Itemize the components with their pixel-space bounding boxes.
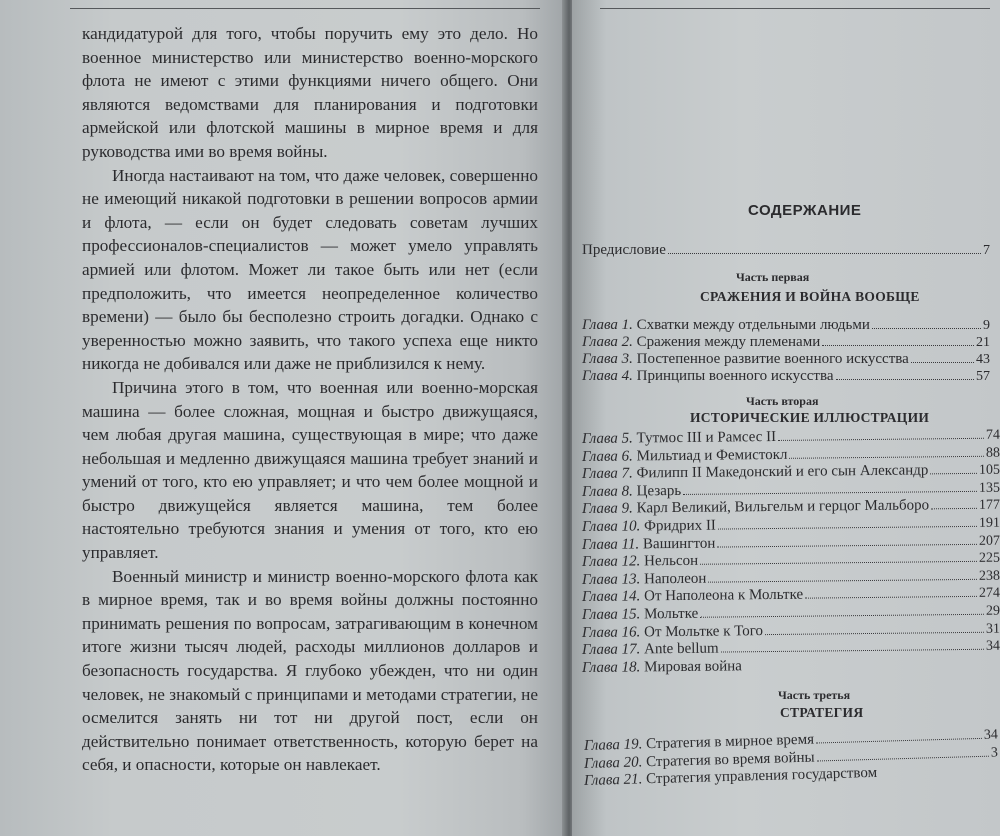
toc-entry bbox=[582, 317, 990, 334]
chapter-title: Принципы военного искусства bbox=[636, 368, 834, 384]
chapter-title: Цезарь bbox=[636, 482, 682, 500]
chapter-title: Схватки между отдельными людьми bbox=[636, 317, 870, 333]
chapter-title: Фридрих II bbox=[644, 517, 716, 535]
chapter-number: Глава 13. bbox=[581, 571, 645, 588]
toc-preface-label: Предисловие bbox=[582, 242, 666, 258]
page-number: 29 bbox=[985, 603, 1000, 619]
chapter-title: Нельсон bbox=[644, 552, 699, 570]
page-number: 207 bbox=[978, 533, 1000, 549]
chapter-number: Глава 20. bbox=[583, 753, 647, 772]
dot-leader bbox=[822, 334, 974, 346]
dot-leader bbox=[700, 603, 984, 618]
dot-leader bbox=[930, 462, 977, 474]
toc-preface bbox=[582, 242, 990, 259]
dot-leader bbox=[789, 444, 984, 458]
dot-leader bbox=[700, 550, 977, 565]
chapter-title: Ante bellum bbox=[644, 640, 719, 658]
dot-leader bbox=[721, 638, 984, 653]
dot-leader bbox=[805, 585, 977, 599]
page-number: 34 bbox=[985, 638, 1000, 654]
part-label: Часть третья bbox=[778, 688, 851, 702]
chapter-number: Глава 4. bbox=[582, 368, 637, 384]
chapter-number: Глава 3. bbox=[582, 351, 637, 367]
page-number: 34 bbox=[983, 727, 999, 743]
chapter-number: Глава 19. bbox=[583, 736, 647, 754]
chapter-title: Мильтиад и Фемистокл bbox=[636, 446, 788, 465]
page-number: 21 bbox=[976, 335, 990, 350]
part-label: Часть вторая bbox=[746, 394, 819, 408]
dot-leader bbox=[765, 620, 984, 634]
chapter-number: Глава 7. bbox=[581, 465, 637, 483]
part-label: Часть первая bbox=[736, 270, 810, 284]
page-number: 7 bbox=[983, 243, 990, 258]
dot-leader bbox=[836, 368, 975, 380]
chapter-title: Карл Великий, Вильгельм и герцог Мальборо bbox=[636, 497, 930, 517]
chapter-number: Глава 16. bbox=[581, 623, 645, 641]
body-text bbox=[82, 22, 538, 777]
page-number: 88 bbox=[985, 445, 1000, 461]
page-number: 191 bbox=[978, 515, 1000, 531]
dot-leader bbox=[911, 351, 974, 363]
chapter-title: Вашингтон bbox=[642, 535, 716, 552]
paragraph: Военный министр и министр военно-морского флота как в мирное время, так и во время войны должны постоянно принимать решения по вопросам, затрагивающим в конечном итоге жизни тысяч людей, расходы миллионов долларов и безопасность государства. Я глубоко убежден, что ни один человек, не знакомый с принципами и методами стратегии, не осмелится занять ни тот ни другой пост, если он действительно понимает ответственность, которую берет на себя, и опасности, которые он навлекает. bbox=[82, 566, 538, 775]
toc-entry bbox=[582, 334, 990, 351]
page-number: 57 bbox=[976, 369, 990, 384]
page-number: 274 bbox=[978, 586, 1000, 602]
dot-leader bbox=[872, 317, 981, 329]
chapter-title: Стратегия во время войны bbox=[645, 749, 815, 770]
chapter-title: От Наполеона к Мольтке bbox=[644, 587, 804, 605]
page-number: 31 bbox=[985, 621, 1000, 637]
page-number: 177 bbox=[978, 498, 1000, 514]
chapter-number: Глава 18. bbox=[581, 659, 645, 676]
chapter-number: Глава 1. bbox=[582, 317, 637, 333]
chapter-number: Глава 8. bbox=[581, 483, 637, 500]
chapter-number: Глава 5. bbox=[581, 430, 637, 447]
page-number: 105 bbox=[978, 462, 1000, 479]
page-number: 225 bbox=[978, 550, 1000, 567]
chapter-number: Глава 10. bbox=[581, 518, 645, 535]
paragraph: кандидатурой для того, чтобы поручить ему это дело. Но военное министерство или министерство военно-морского флота не имеют с этими функциями ничего общего. Они являются ведомствами для планирования и подготовки армейской или флотской машины в мирное время и для руководства ими во время войны. bbox=[82, 24, 538, 161]
dot-leader bbox=[931, 497, 977, 509]
chapter-number: Глава 6. bbox=[581, 448, 637, 465]
page-number: 135 bbox=[978, 480, 1000, 496]
chapter-number: Глава 12. bbox=[581, 553, 645, 571]
chapter-title: Мольтке bbox=[644, 605, 699, 623]
part-title: СТРАТЕГИЯ bbox=[780, 705, 864, 720]
chapter-number: Глава 2. bbox=[582, 334, 637, 350]
chapter-title: Мировая война bbox=[644, 658, 742, 676]
dot-leader bbox=[683, 480, 977, 495]
chapter-number: Глава 11. bbox=[581, 535, 644, 553]
page-number: 74 bbox=[985, 427, 1000, 443]
chapter-title: Наполеон bbox=[644, 570, 707, 588]
toc-entry bbox=[582, 351, 990, 368]
page-number: 9 bbox=[983, 318, 990, 333]
chapter-title: Постепенное развитие военного искусства bbox=[636, 351, 909, 367]
chapter-number: Глава 17. bbox=[581, 641, 645, 659]
paragraph: Иногда настаивают на том, что даже человек, совершенно не имеющий никакой подготовки в решении вопросов армии и флота, — если он будет следовать советам лучших профессионалов-специалистов — может умело управлять армией или флотом. Может ли такое быть или нет (если предположить, что имеется неопределенное количество времени) — было бы бесполезно строить догадки. Однако с уверенностью можно заявить, что такого успеха еще никто никогда не добивался или даже не приблизился к нему. bbox=[82, 165, 538, 374]
chapter-number: Глава 14. bbox=[581, 588, 645, 606]
toc-entry bbox=[582, 368, 990, 385]
chapter-title: Тутмос III и Рамсес II bbox=[636, 428, 777, 447]
chapter-number: Глава 21. bbox=[583, 771, 647, 789]
chapter-title: Стратегия управления государством bbox=[645, 764, 878, 788]
dot-leader bbox=[668, 242, 981, 254]
paragraph: Причина этого в том, что военная или военно-морская машина — более сложная, мощная и быстро движущаяся, чем любая другая машина, существующая в мире; что даже небольшая и медленно движущаяся машина требует знаний и умений от того, кто ею управляет; и что чем более мощной и быстро движущейся является машина, тем более настоятельно требуются знания и умения от того, кто ею управляет. bbox=[82, 377, 538, 563]
toc-title: СОДЕРЖАНИЕ bbox=[748, 202, 862, 219]
chapter-title: Филипп II Македонский и его сын Александр bbox=[636, 462, 929, 482]
page-number: 3 bbox=[990, 744, 999, 761]
page-number: 238 bbox=[978, 568, 1000, 584]
header-rule-right bbox=[600, 8, 990, 9]
chapter-title: Стратегия в мирное время bbox=[645, 731, 815, 753]
dot-leader bbox=[778, 427, 984, 441]
page-number: 43 bbox=[976, 352, 990, 367]
chapter-title: Сражения между племенами bbox=[636, 334, 821, 350]
chapter-number: Глава 9. bbox=[581, 500, 637, 518]
dot-leader bbox=[717, 532, 977, 547]
part-title: ИСТОРИЧЕСКИЕ ИЛЛЮСТРАЦИИ bbox=[690, 410, 930, 425]
chapter-number: Глава 15. bbox=[581, 606, 645, 623]
dot-leader bbox=[718, 515, 977, 530]
header-rule-left bbox=[70, 8, 540, 9]
dot-leader bbox=[708, 568, 977, 583]
part-title: СРАЖЕНИЯ И ВОЙНА ВООБЩЕ bbox=[700, 289, 920, 304]
chapter-title: От Мольтке к Того bbox=[644, 622, 764, 640]
